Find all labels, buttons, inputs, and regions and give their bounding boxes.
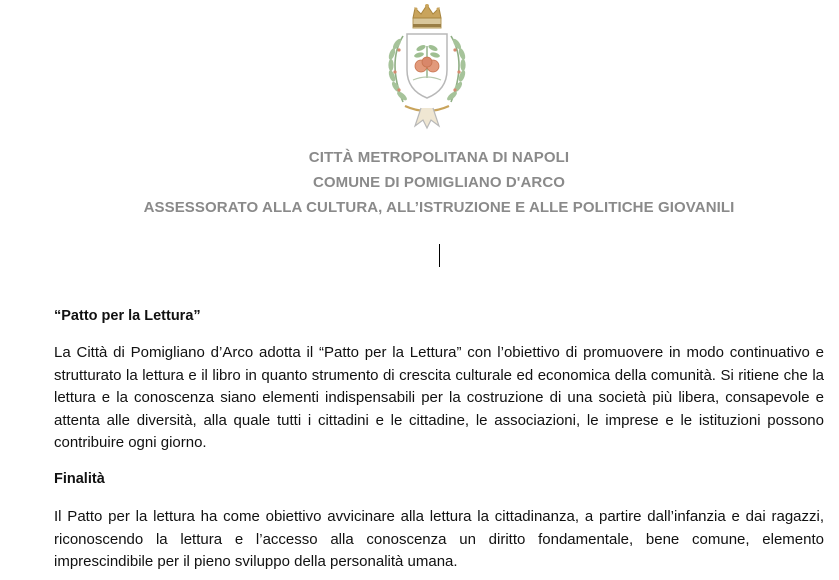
- ribbon-icon: [405, 106, 449, 128]
- finalita-paragraph: Il Patto per la lettura ha come obiettivo avvicinare alla lettura la cittadinanza, a partire dall’infanzia e dai ragazzi, riconoscendo la lettura e l’accesso alla conoscenza un diritto fondamentale, bene comune, elemento imprescindibile per il pieno sviluppo della personalità umana.: [54, 508, 824, 570]
- municipal-coat-of-arms: [369, 2, 485, 130]
- header-department: ASSESSORATO ALLA CULTURA, ALL’ISTRUZIONE E ALLE POLITICHE GIOVANILI: [143, 199, 735, 216]
- left-branch-icon: [388, 36, 409, 102]
- right-branch-icon: [446, 36, 467, 102]
- document-title: “Patto per la Lettura”: [54, 308, 201, 324]
- shield-icon: [407, 34, 447, 98]
- crown-icon: [413, 4, 441, 28]
- text-cursor[interactable]: [439, 244, 440, 267]
- intro-paragraph: La Città di Pomigliano d’Arco adotta il “Patto per la Lettura” con l’obiettivo di promuovere in modo continuativo e strutturato la lettura e il libro in quanto strumento di crescita culturale ed economica della comunità. Si ritiene che la lettura e la conoscenza siano elementi indispensabili per la costruzione di una società più libera, consapevole e attenta alle diversità, alla quale tutti i cittadini e le cittadine, le associazioni, le imprese e le istituzioni possono contribuire ogni giorno.: [54, 344, 824, 451]
- header-municipality: COMUNE DI POMIGLIANO D'ARCO: [312, 174, 566, 191]
- header-metropolitan-city: CITTÀ METROPOLITANA DI NAPOLI: [308, 149, 570, 166]
- section-heading-finalita: Finalità: [54, 471, 105, 487]
